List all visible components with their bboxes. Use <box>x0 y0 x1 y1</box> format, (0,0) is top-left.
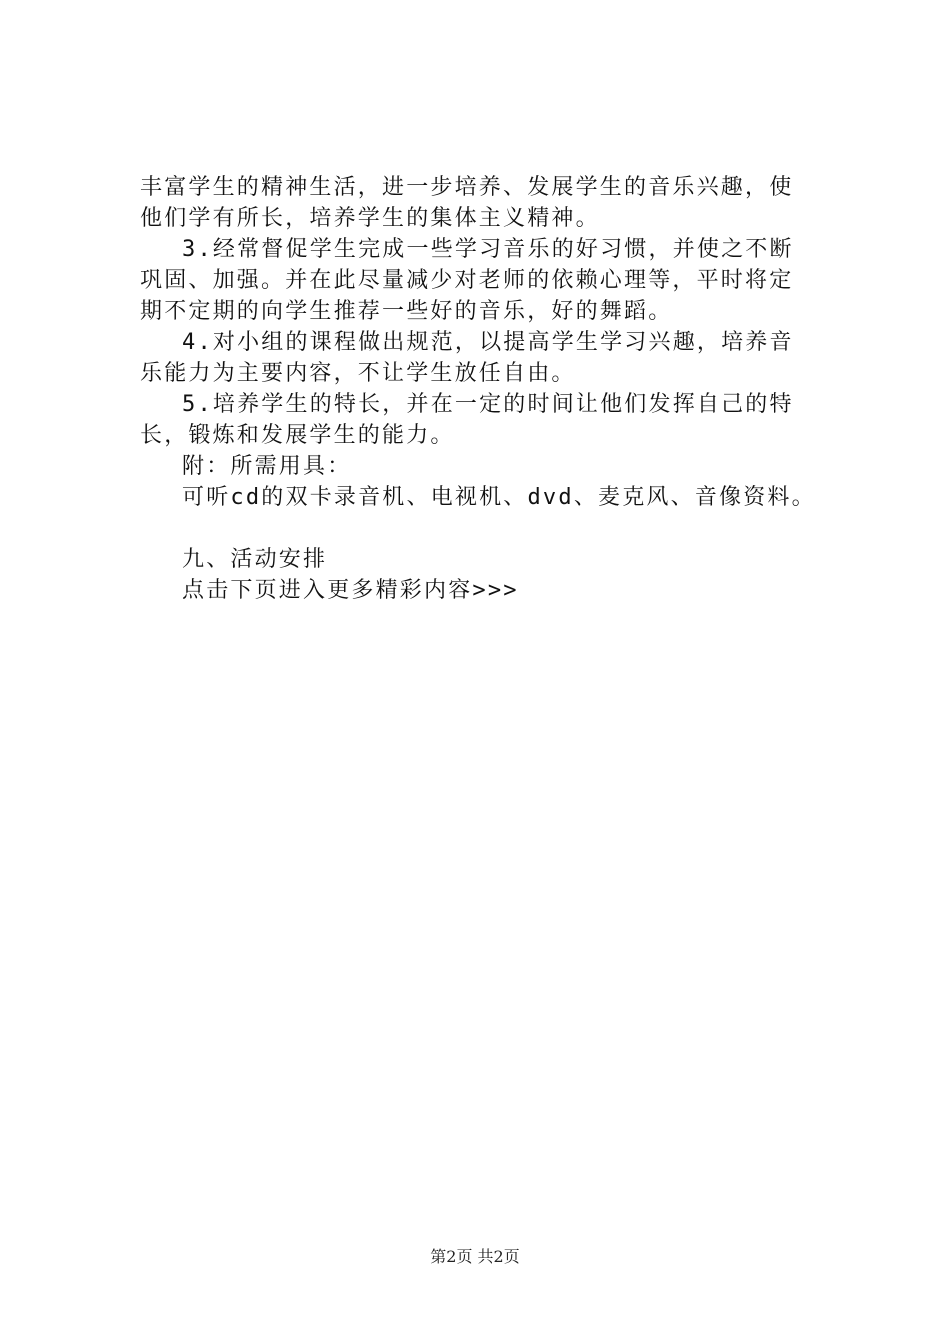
appendix-label: 附：所需用具： <box>182 454 352 479</box>
paragraph-line: 乐能力为主要内容，不让学生放任自由。 <box>140 361 576 386</box>
paragraph-line: 4.对小组的课程做出规范，以提高学生学习兴趣，培养音 <box>182 330 794 355</box>
paragraph-line: 期不定期的向学生推荐一些好的音乐，好的舞蹈。 <box>140 299 673 324</box>
page-indicator: 第2页 共2页 <box>430 1247 520 1266</box>
paragraph-line: 5.培养学生的特长，并在一定的时间让他们发挥自己的特 <box>182 392 794 417</box>
more-content-link[interactable]: 点击下页进入更多精彩内容>>> <box>182 578 519 603</box>
paragraph-line: 他们学有所长，培养学生的集体主义精神。 <box>140 206 600 231</box>
paragraph-line: 长，锻炼和发展学生的能力。 <box>140 423 455 448</box>
paragraph-line: 巩固、加强。并在此尽量减少对老师的依赖心理等，平时将定 <box>140 268 794 293</box>
document-body <box>140 172 840 606</box>
paragraph-line: 3.经常督促学生完成一些学习音乐的好习惯，并使之不断 <box>182 237 794 262</box>
blank-line <box>140 513 840 544</box>
paragraph-line: 丰富学生的精神生活，进一步培养、发展学生的音乐兴趣，使 <box>140 175 794 200</box>
appendix-items: 可听cd的双卡录音机、电视机、dvd、麦克风、音像资料。 <box>182 485 816 510</box>
section-heading: 九、活动安排 <box>182 547 328 572</box>
